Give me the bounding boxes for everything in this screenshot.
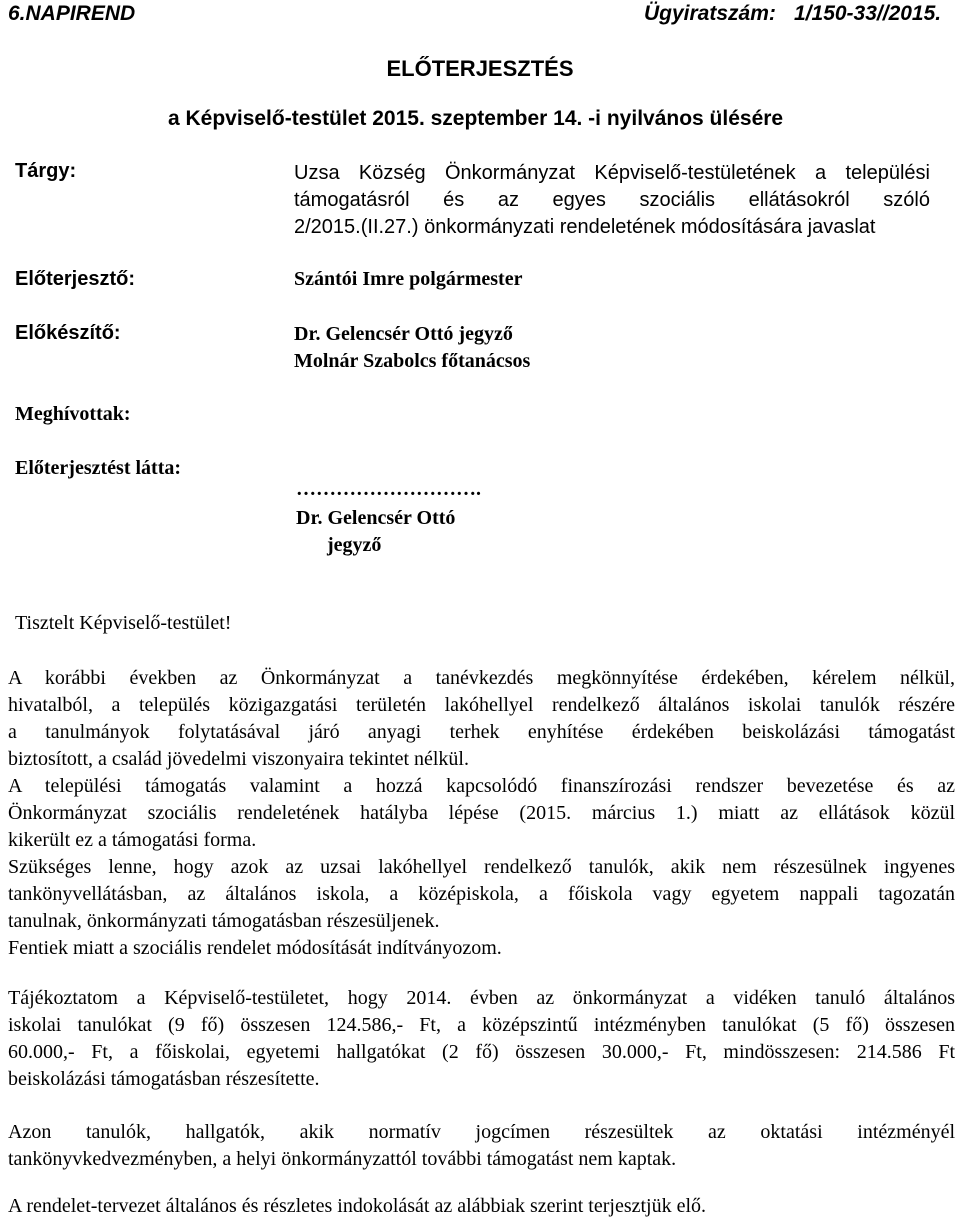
paragraph (8, 1119, 955, 1173)
subject-line: 2/2015.(II.27.) önkormányzati rendeletének módosítására javaslat (294, 216, 876, 238)
paragraph-line: iskolai tanulókat (9 fő) összesen 124.586,- Ft, a középszintű intézményben tanulókat (5 fő) összesen (8, 1014, 955, 1036)
invited-label: Meghívottak: (15, 403, 131, 425)
subject-line: támogatásról és az egyes szociális ellátásokról szóló (294, 189, 930, 211)
paragraph-line: kikerült ez a támogatási forma. (8, 829, 257, 851)
reviewed-label: Előterjesztést látta: (15, 457, 182, 479)
paragraph (8, 665, 955, 962)
paragraph-line: Szükséges lenne, hogy azok az uzsai lakóhellyel rendelkező tanulók, akik nem részesülnek ingyenes (8, 856, 955, 878)
subject-line: Uzsa Község Önkormányzat Képviselő-testületének a települési (294, 162, 930, 184)
paragraph-line: tankönyvkedvezményben, a helyi önkormányzattól további támogatást nem kaptak. (8, 1148, 677, 1170)
registration-number: 1/150-33//2015. (794, 2, 942, 25)
paragraph-line: beiskolázási támogatásban részesítette. (8, 1068, 320, 1090)
paragraph-line: A korábbi években az Önkormányzat a tanévkezdés megkönnyítése érdekében, kérelem nélkül, (8, 667, 955, 689)
paragraph-line: hivatalból, a település közigazgatási területén lakóhellyel rendelkező általános iskolai tanulók részére (8, 694, 955, 716)
paragraph-line: tankönyvellátásban, az általános iskola, a középiskola, a főiskola vagy egyetem nappali tagozatán (8, 883, 955, 905)
paragraph (8, 985, 955, 1093)
agenda-item-number: 6.NAPIREND (8, 2, 136, 25)
paragraph-line: tanulnak, önkormányzati támogatásban részesüljenek. (8, 910, 440, 932)
preparer-name: Dr. Gelencsér Ottó jegyző (294, 323, 513, 345)
document-subtitle: a Képviselő-testület 2015. szeptember 14. -i nyilvános ülésére (168, 107, 784, 130)
paragraph-line: 60.000,- Ft, a főiskolai, egyetemi hallgatókat (2 fő) összesen 30.000,- Ft, mindösszesen: 214.586 Ft (8, 1041, 955, 1063)
paragraph-line: A rendelet-tervezet általános és részletes indokolását az alábbiak szerint terjesztjük elő. (8, 1195, 707, 1217)
paragraph-line: Önkormányzat szociális rendeletének hatályba lépése (2015. március 1.) miatt az ellátások közül (8, 802, 955, 824)
paragraph-line: Tájékoztatom a Képviselő-testületet, hogy 2014. évben az önkormányzat a vidéken tanuló általános (8, 987, 955, 1009)
paragraph (8, 1193, 955, 1220)
paragraph-line: biztosított, a család jövedelmi viszonyaira tekintet nélkül. (8, 748, 469, 770)
paragraph-line: Fentiek miatt a szociális rendelet módosítását indítványozom. (8, 937, 502, 959)
paragraph-line: A települési támogatás valamint a hozzá kapcsolódó finanszírozási rendszer bevezetése és az (8, 775, 955, 797)
preparer-label: Előkészítő: (15, 322, 121, 344)
signature-line: ………………………. (296, 478, 481, 500)
paragraph-line: a tanulmányok folytatásával járó anyagi terhek enyhítése érdekében beiskolázási támogatást (8, 721, 955, 743)
signatory-name: Dr. Gelencsér Ottó (296, 507, 456, 529)
document-title: ELŐTERJESZTÉS (386, 56, 574, 81)
subject-text (294, 160, 930, 241)
salutation: Tisztelt Képviselő-testület! (15, 612, 232, 634)
presenter-label: Előterjesztő: (15, 268, 136, 290)
registration-number-label: Ügyiratszám: (644, 2, 776, 25)
subject-label: Tárgy: (15, 160, 77, 182)
signatory-role: jegyző (327, 534, 382, 556)
presenter-name: Szántói Imre polgármester (294, 268, 523, 290)
preparer-name: Molnár Szabolcs főtanácsos (294, 350, 531, 372)
paragraph-line: Azon tanulók, hallgatók, akik normatív jogcímen részesültek az oktatási intézményél (8, 1121, 955, 1143)
